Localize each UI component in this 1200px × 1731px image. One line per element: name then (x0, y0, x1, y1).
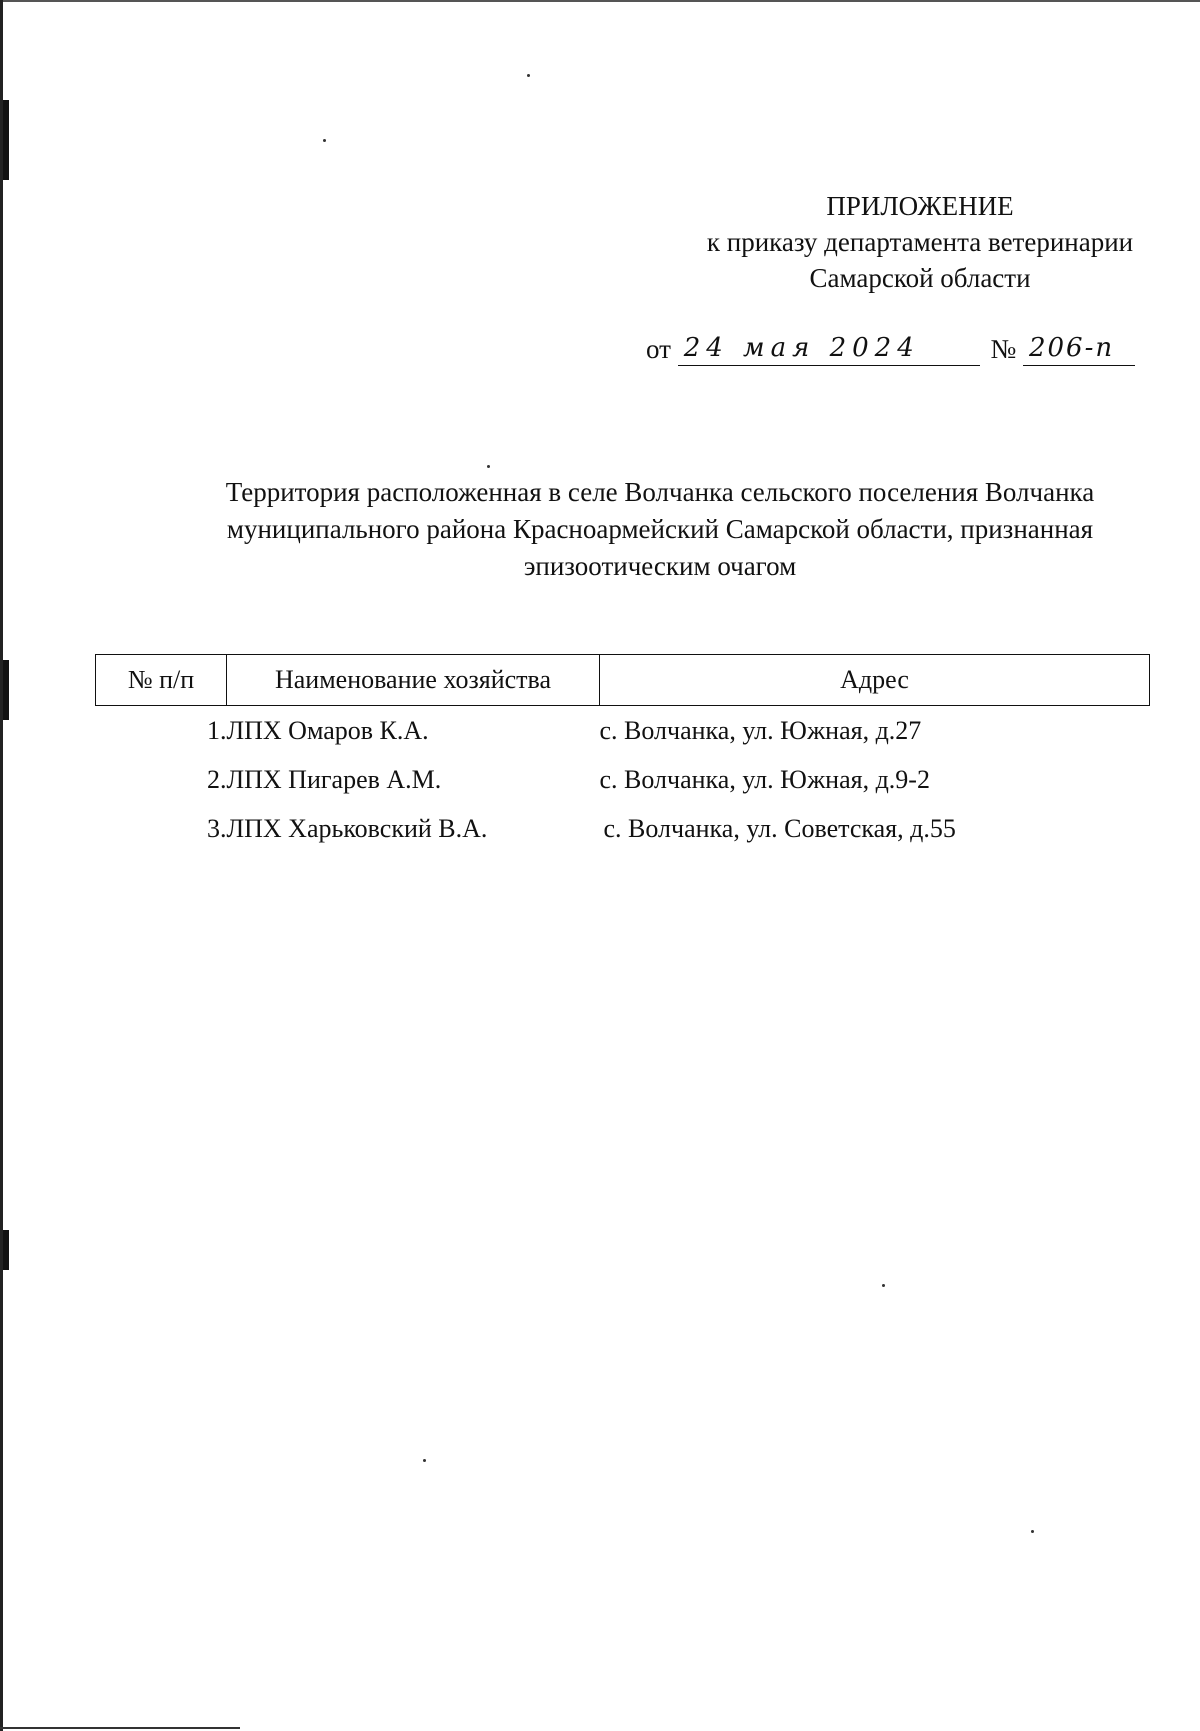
speck (882, 1284, 885, 1287)
appendix-line-order: к приказу департамента ветеринарии (706, 227, 1134, 257)
from-label: от (646, 334, 671, 364)
order-reference (646, 334, 1146, 368)
scan-border-bottom (0, 1727, 240, 1729)
farm-address: с. Волчанка, ул. Южная, д.27 (599, 715, 922, 745)
table-row (96, 706, 1150, 756)
title-line: эпизоотическим очагом (523, 551, 797, 581)
row-number: 2. (207, 764, 227, 794)
farm-address: с. Волчанка, ул. Советская, д.55 (603, 813, 956, 843)
appendix-header (640, 188, 1200, 296)
table-row (96, 755, 1150, 804)
speck (527, 74, 530, 77)
scan-mark (3, 660, 9, 720)
header-address: Адрес (600, 655, 1150, 706)
number-label: № (990, 334, 1017, 364)
appendix-line-region: Самарской области (809, 263, 1031, 293)
table-row (96, 804, 1150, 853)
speck (1031, 1530, 1034, 1533)
handwritten-date: 24 мая 2024 (678, 333, 980, 366)
scan-border-top (0, 0, 1200, 2)
header-number: № п/п (96, 655, 227, 706)
speck (323, 139, 326, 142)
speck (487, 465, 490, 468)
farm-address: с. Волчанка, ул. Южная, д.9-2 (599, 764, 930, 794)
farm-name: ЛПХ Пигарев А.М. (226, 764, 442, 794)
farm-name: ЛПХ Харьковский В.А. (226, 813, 488, 843)
appendix-heading: ПРИЛОЖЕНИЕ (826, 191, 1014, 221)
handwritten-number: 206-п (1023, 333, 1135, 366)
document-title (170, 474, 1150, 585)
row-number: 1. (207, 715, 227, 745)
farms-table (95, 654, 1150, 853)
header-farm-name: Наименование хозяйства (227, 655, 600, 706)
speck (423, 1459, 426, 1462)
title-line: Территория расположенная в селе Волчанка сельского поселения Волчанка (225, 477, 1095, 507)
table-header-row (96, 655, 1150, 706)
scan-border-left (0, 0, 3, 1731)
scan-mark (3, 1230, 9, 1270)
farm-name: ЛПХ Омаров К.А. (226, 715, 429, 745)
scan-mark (3, 100, 9, 180)
title-line: муниципального района Красноармейский Самарской области, признанная (226, 514, 1094, 544)
row-number: 3. (207, 813, 227, 843)
